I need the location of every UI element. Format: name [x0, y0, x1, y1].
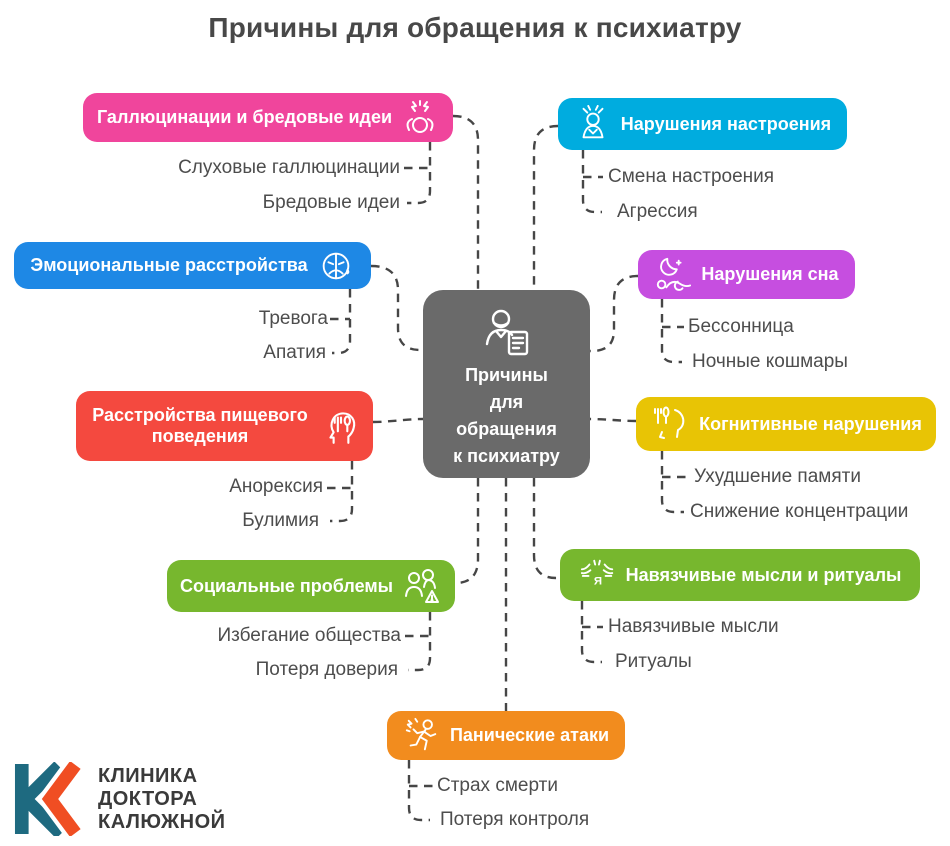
- branch-mood: [558, 98, 847, 150]
- drop-eating: [330, 461, 352, 521]
- branch-label: Социальные проблемы: [179, 575, 394, 596]
- center-line: обращения: [456, 419, 557, 439]
- trunk-emotional: [371, 266, 423, 350]
- sub-item: Смена настроения: [608, 166, 775, 187]
- social-problems-icon: [402, 566, 442, 606]
- sleep-icon: [654, 256, 692, 294]
- drop-obsessive: [582, 601, 602, 662]
- sub-item: Ухудшение памяти: [694, 466, 861, 487]
- branch-sleep: [638, 250, 855, 299]
- sub-item: Тревога: [258, 308, 328, 329]
- branch-label: Навязчивые мысли и ритуалы: [625, 564, 902, 585]
- sub-item: Избегание общества: [217, 625, 401, 646]
- trunk-cognitive: [590, 419, 636, 421]
- clinic-name-line: ДОКТОРА: [98, 787, 198, 810]
- branch-hallucinations: [83, 93, 453, 142]
- branch-obsessive: [560, 549, 920, 601]
- trunk-obsessive: [534, 478, 560, 578]
- kk-logo-icon: [14, 762, 88, 836]
- sub-item: Снижение концентрации: [690, 501, 909, 522]
- trunk-eating: [373, 419, 423, 422]
- sub-item: Навязчивые мысли: [608, 616, 779, 637]
- drop-mood: [583, 150, 602, 212]
- branch-label: Панические атаки: [449, 725, 610, 746]
- drop-panic: [409, 760, 430, 820]
- sad-face-icon: [317, 247, 355, 285]
- center-line: для: [489, 392, 524, 412]
- obsessive-thoughts-icon: [579, 556, 617, 594]
- sub-item: Бредовые идеи: [262, 192, 400, 213]
- drop-hallucinations: [407, 142, 430, 203]
- branch-cognitive: [636, 397, 936, 451]
- sub-item: Апатия: [263, 342, 326, 363]
- branch-label: Галлюцинации и бредовые идеи: [96, 107, 393, 128]
- drop-emotional: [332, 289, 350, 353]
- sub-item: Потеря доверия: [255, 659, 398, 680]
- mood-swings-icon: [574, 105, 612, 143]
- trunk-hallucinations: [453, 116, 478, 290]
- hallucinations-icon: [401, 99, 439, 137]
- sub-item: Агрессия: [617, 201, 698, 222]
- trunk-mood: [534, 126, 558, 290]
- sub-item: Потеря контроля: [440, 809, 590, 830]
- cognitive-icon: [650, 404, 690, 444]
- psychiatrist-note-icon: [479, 306, 535, 362]
- sub-item: Страх смерти: [437, 775, 558, 796]
- trunk-sleep: [590, 276, 638, 351]
- trunk-social: [455, 478, 478, 583]
- center-node: [423, 290, 590, 478]
- clinic-name: [98, 765, 226, 834]
- sub-item: Булимия: [242, 510, 319, 531]
- sub-item: Анорексия: [229, 476, 323, 497]
- sub-item: Бессонница: [688, 316, 794, 337]
- drop-social: [408, 612, 430, 670]
- branch-eating: [76, 391, 373, 461]
- branch-label: Эмоциональные расстройства: [30, 255, 308, 276]
- branch-emotional: [14, 242, 371, 289]
- panic-attack-icon: [403, 717, 441, 755]
- sub-item: Ночные кошмары: [692, 351, 848, 372]
- branch-panic: [387, 711, 625, 760]
- clinic-name-line: КЛИНИКА: [98, 764, 198, 787]
- center-line: к психиатру: [453, 446, 560, 466]
- branch-label: Расстройства пищевого поведения: [92, 405, 308, 446]
- center-line: Причины: [465, 365, 548, 385]
- branch-social: [167, 560, 455, 612]
- branch-label: Нарушения настроения: [620, 113, 832, 134]
- drop-cognitive: [662, 451, 684, 512]
- branch-label: Нарушения сна: [701, 264, 839, 285]
- drop-sleep: [662, 299, 682, 362]
- page-title: Причины для обращения к психиатру: [208, 12, 742, 43]
- branch-label: Когнитивные нарушения: [699, 413, 922, 434]
- clinic-logo: [14, 762, 226, 836]
- svg-text:Я: Я: [593, 575, 602, 588]
- clinic-name-line: КАЛЮЖНОЙ: [98, 810, 226, 833]
- sub-item: Ритуалы: [615, 651, 692, 672]
- sub-item: Слуховые галлюцинации: [178, 157, 400, 178]
- eating-disorder-icon: [321, 406, 361, 446]
